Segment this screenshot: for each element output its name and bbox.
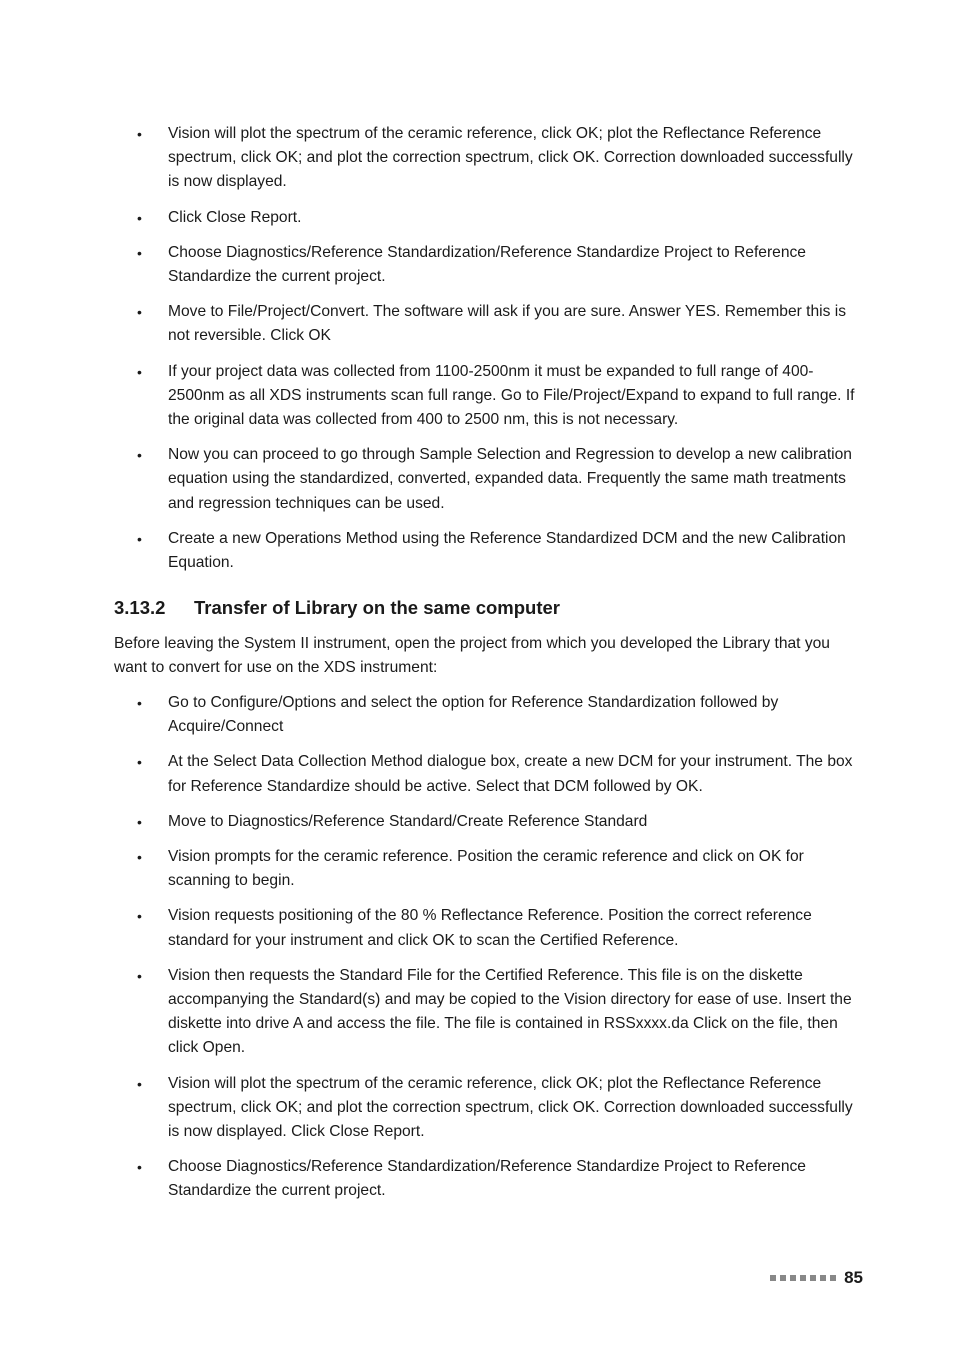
list-item	[114, 691, 859, 739]
bullet-icon: •	[137, 1075, 142, 1092]
list-item	[114, 527, 859, 575]
list-item-text: Move to Diagnostics/Reference Standard/Create Reference Standard	[168, 812, 648, 830]
list-item	[114, 443, 859, 516]
square-dot-icon	[820, 1275, 826, 1281]
bullet-icon: •	[137, 908, 142, 925]
bullet-icon: •	[137, 1159, 142, 1176]
bullet-icon: •	[137, 363, 142, 380]
section-heading	[114, 595, 560, 621]
square-dot-icon	[800, 1275, 806, 1281]
bullet-list-conversion-steps	[114, 122, 859, 586]
bullet-icon: •	[137, 126, 142, 142]
page-footer	[770, 1268, 863, 1288]
list-item	[114, 241, 859, 289]
bullet-list-library-steps	[114, 691, 859, 1215]
list-item-text: Vision will plot the spectrum of the ceramic reference, click OK; plot the Reflectance Reference spectrum, click OK; and plot the correction spectrum, click OK. Correction downloaded successfully is now displayed.	[168, 125, 853, 191]
list-item-text: Click Close Report.	[168, 208, 302, 226]
bullet-icon: •	[137, 754, 142, 771]
footer-dots-decoration	[770, 1275, 836, 1281]
list-item	[114, 964, 859, 1061]
square-dot-icon	[770, 1275, 776, 1281]
list-item	[114, 750, 859, 798]
list-item	[114, 360, 859, 433]
list-item-text: Choose Diagnostics/Reference Standardization/Reference Standardize Project to Reference Standardize the current project.	[168, 243, 806, 286]
list-item-text: Go to Configure/Options and select the option for Reference Standardization followed by Acquire/Connect	[168, 694, 779, 736]
list-item	[114, 904, 859, 952]
list-item-text: Vision then requests the Standard File for the Certified Reference. This file is on the diskette accompanying the Standard(s) and may be copied to the Vision directory for ease of use. Insert the diskette into drive A and access the file. The file is contained in RSSxxxx.da Click on the file, then click Open.	[168, 966, 852, 1057]
bullet-icon: •	[137, 813, 142, 830]
square-dot-icon	[830, 1275, 836, 1281]
square-dot-icon	[780, 1275, 786, 1281]
list-item-text: Vision will plot the spectrum of the ceramic reference, click OK; plot the Reflectance Reference spectrum, click OK; and plot the correction spectrum, click OK. Correction downloaded successfully is now displayed. Click Close Report.	[168, 1074, 853, 1141]
list-item	[114, 810, 859, 834]
intro-paragraph: Before leaving the System II instrument, open the project from which you developed the Library that you want to convert for use on the XDS instrument:	[114, 635, 830, 677]
list-item-text: Create a new Operations Method using the Reference Standardized DCM and the new Calibration Equation.	[168, 529, 846, 572]
list-item-text: At the Select Data Collection Method dialogue box, create a new DCM for your instrument. The box for Reference Standardize should be active. Select that DCM followed by OK.	[168, 753, 853, 795]
section-number: 3.13.2	[114, 597, 166, 618]
list-item-text: If your project data was collected from 1100-2500nm it must be expanded to full range of 400-2500nm as all XDS instruments scan full range. Go to File/Project/Expand to expand to full range. If the original data was collected from 400 to 2500 nm, this is not necessary.	[168, 362, 855, 429]
list-item	[114, 1155, 859, 1203]
bullet-icon: •	[137, 304, 142, 321]
list-item	[114, 845, 859, 893]
list-item	[114, 300, 859, 348]
section-title: Transfer of Library on the same computer	[194, 597, 560, 618]
page-number: 85	[844, 1268, 863, 1287]
bullet-icon: •	[137, 244, 142, 261]
square-dot-icon	[810, 1275, 816, 1281]
list-item-text: Vision requests positioning of the 80 % Reflectance Reference. Position the correct reference standard for your instrument and click OK to scan the Certified Reference.	[168, 907, 812, 949]
bullet-icon: •	[137, 967, 142, 984]
list-item-text: Move to File/Project/Convert. The software will ask if you are sure. Answer YES. Remember this is not reversible. Click OK	[168, 303, 847, 345]
bullet-icon: •	[137, 447, 142, 464]
bullet-icon: •	[137, 209, 142, 226]
list-item	[114, 122, 859, 195]
list-item-text: Choose Diagnostics/Reference Standardization/Reference Standardize Project to Reference Standardize the current project.	[168, 1158, 806, 1200]
bullet-icon: •	[137, 695, 142, 711]
list-item	[114, 1072, 859, 1145]
bullet-icon: •	[137, 849, 142, 866]
list-item-text: Vision prompts for the ceramic reference. Position the ceramic reference and click on OK for scanning to begin.	[168, 848, 804, 890]
list-item-text: Now you can proceed to go through Sample Selection and Regression to develop a new calibration equation using the standardized, converted, expanded data. Frequently the same math treatments and regression techniques can be used.	[168, 446, 852, 512]
bullet-icon: •	[137, 530, 142, 547]
list-item	[114, 206, 859, 230]
square-dot-icon	[790, 1275, 796, 1281]
